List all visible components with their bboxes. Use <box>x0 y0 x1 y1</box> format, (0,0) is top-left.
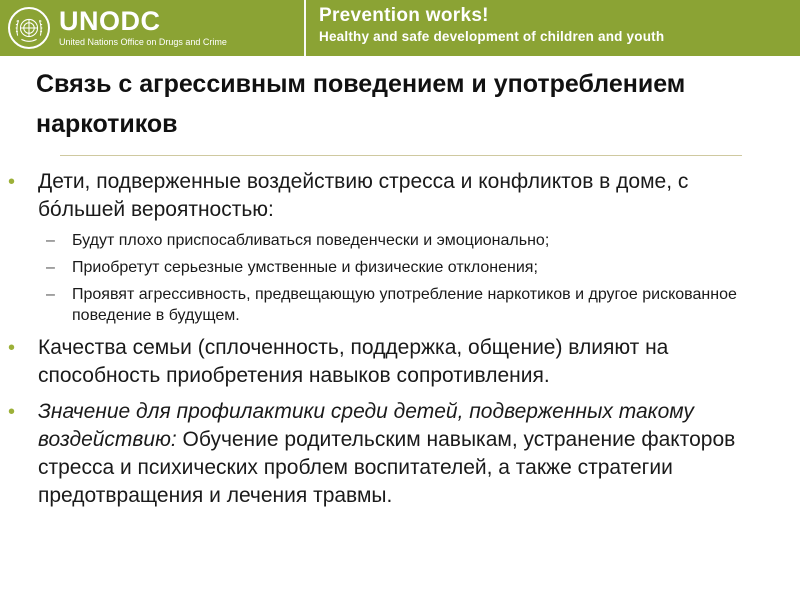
slide-content <box>0 168 800 510</box>
sub-bullet-text: Проявят агрессивность, предвещающую употребление наркотиков и другое рискованное поведение в будущем. <box>72 286 737 324</box>
brand-subtitle: United Nations Office on Drugs and Crime <box>59 37 227 47</box>
sub-bullet-item <box>0 284 800 326</box>
dash-icon: – <box>46 232 55 249</box>
tagline-subtitle: Healthy and safe development of children and youth <box>319 29 665 44</box>
sub-bullet-item <box>0 230 800 251</box>
dash-icon: – <box>46 259 55 276</box>
bullet-text: Дети, подверженные воздействию стресса и конфликтов в доме, с бóльшей вероятностью: <box>38 170 689 221</box>
sub-bullet-text: Приобретут серьезные умственные и физические отклонения; <box>72 259 538 276</box>
title-rule <box>60 155 742 156</box>
bullet-text: Качества семьи (сплоченность, поддержка, общение) влияют на способность приобретения навыков сопротивления. <box>38 336 669 387</box>
brand-name: UNODC <box>59 6 161 36</box>
bullet-dot-icon: • <box>8 171 16 193</box>
sub-bullet-item <box>0 257 800 278</box>
header-divider <box>304 0 306 56</box>
tagline: Prevention works! <box>319 5 489 26</box>
bullet-italic-lead: Значение для профилактики среди детей, подверженных такому воздействию: <box>38 400 694 451</box>
dash-icon: – <box>46 286 55 303</box>
bullet-item <box>0 168 800 224</box>
bullet-dot-icon: • <box>8 401 16 423</box>
header-banner <box>0 0 800 56</box>
bullet-text: Обучение родительским навыкам, устранение факторов стресса и психических проблем воспитателей, а также стратегии предотвращения и лечения травмы. <box>38 428 736 507</box>
bullet-item <box>0 398 800 510</box>
bullet-dot-icon: • <box>8 337 16 359</box>
sub-bullet-text: Будут плохо приспосабливаться поведенчески и эмоционально; <box>72 232 550 249</box>
bullet-item <box>0 334 800 390</box>
slide-title: Связь с агрессивным поведением и употреблением наркотиков <box>36 70 686 138</box>
unodc-brand <box>0 0 300 56</box>
tagline-block <box>306 0 664 56</box>
un-emblem-icon <box>8 7 50 49</box>
